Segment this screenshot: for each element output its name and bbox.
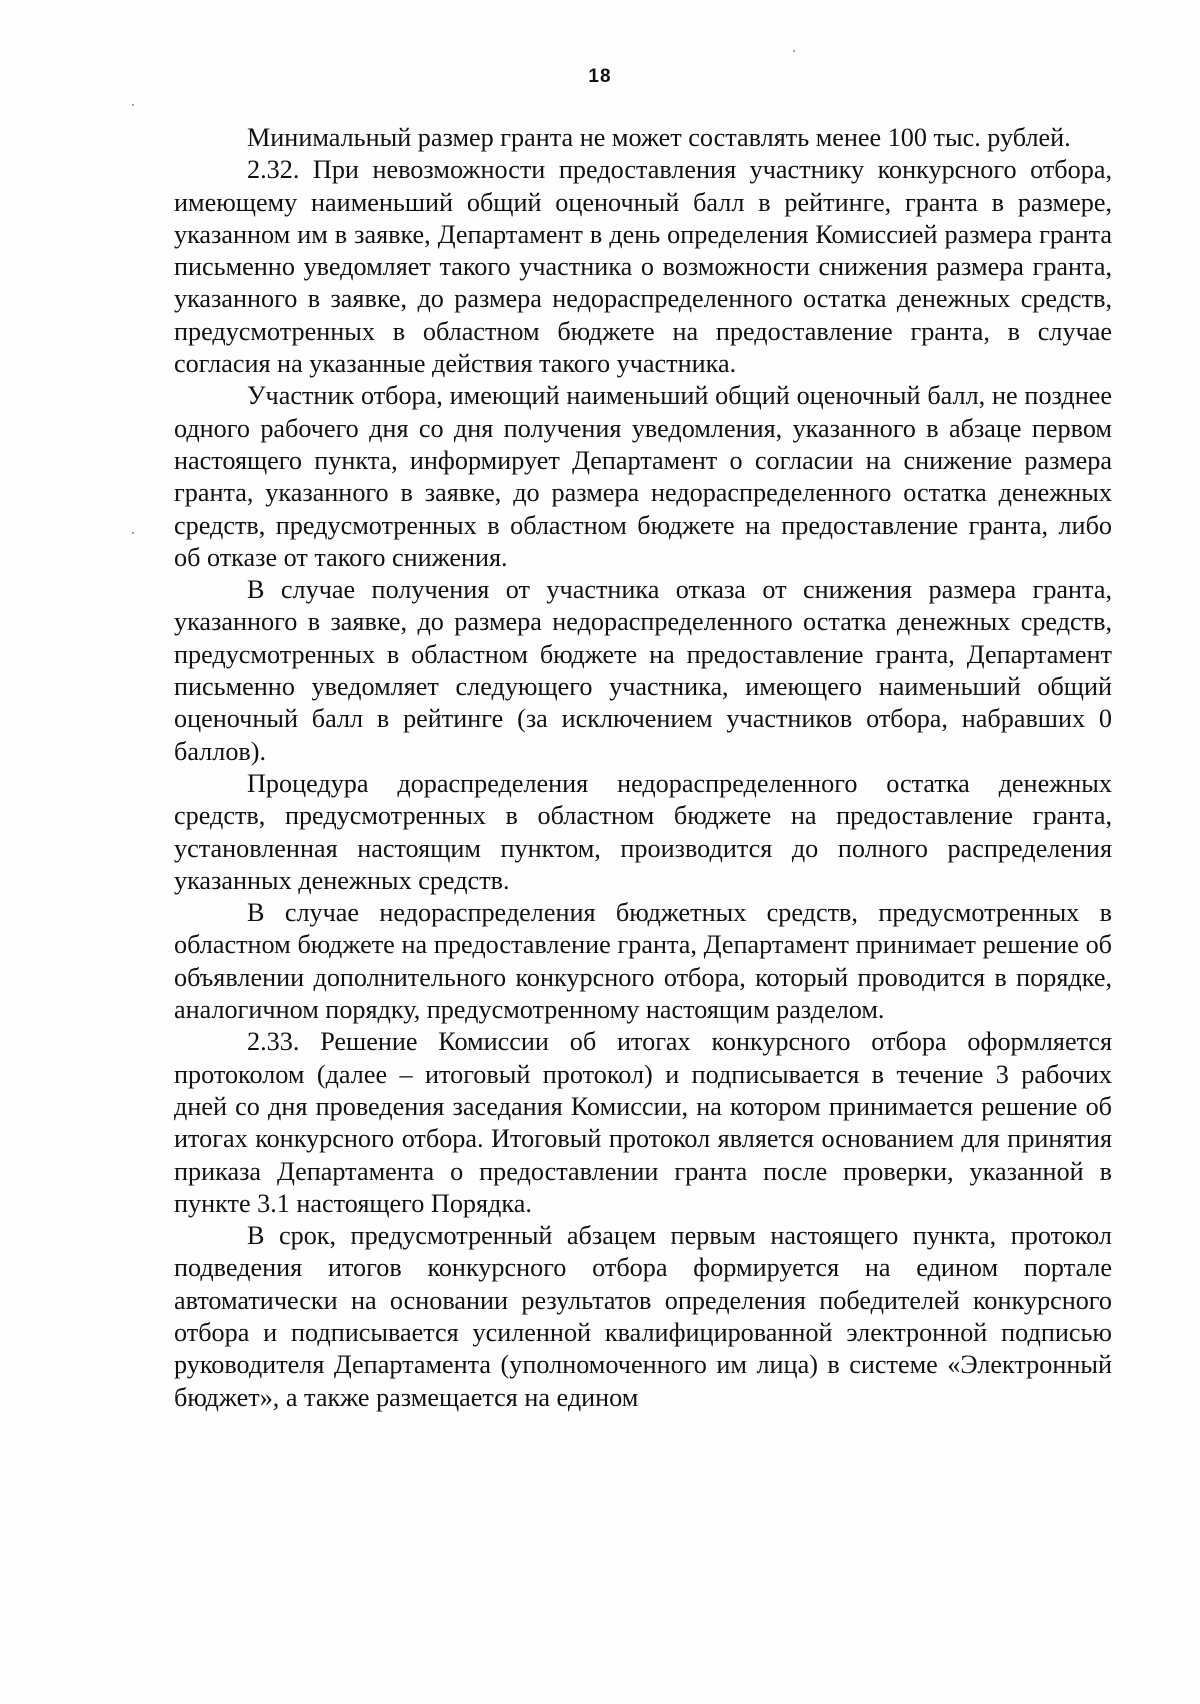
scan-artifact <box>793 50 795 52</box>
paragraph: Участник отбора, имеющий наименьший общий оценочный балл, не позднее одного рабочего дня со дня получения уведомления, указанного в абзаце первом настоящего пункта, информирует Департамент о согласии на снижение размера гранта, указанного в заявке, до размера недораспределенного остатка денежных средств, предусмотренных в областном бюджете на предоставление гранта, либо об отказе от такого снижения. <box>174 381 1112 572</box>
paragraph: 2.33. Решение Комиссии об итогах конкурсного отбора оформляется протоколом (далее – итоговый протокол) и подписывается в течение 3 рабочих дней со дня проведения заседания Комиссии, на котором принимается решение об итогах конкурсного отбора. Итоговый протокол является основанием для принятия приказа Департамента о предоставлении гранта после проверки, указанной в пункте 3.1 настоящего Порядка. <box>174 1027 1112 1218</box>
paragraph: В срок, предусмотренный абзацем первым настоящего пункта, протокол подведения итогов конкурсного отбора формируется на едином портале автоматически на основании результатов определения победителей конкурсного отбора и подписывается усиленной квалифицированной электронной подписью руководителя Департамента (уполномоченного им лица) в системе «Электронный бюджет», а также размещается на едином <box>174 1221 1112 1412</box>
scan-artifact <box>132 532 134 534</box>
paragraph: Процедура дораспределения недораспределенного остатка денежных средств, предусмотренных в областном бюджете на предоставление гранта, установленная настоящим пунктом, производится до полного распределения указанных денежных средств. <box>174 768 1112 895</box>
document-body <box>174 122 1112 1414</box>
page-number: 18 <box>588 66 612 87</box>
paragraph: Минимальный размер гранта не может составлять менее 100 тыс. рублей. <box>247 123 1071 152</box>
scan-artifact <box>132 104 134 106</box>
paragraph: В случае недораспределения бюджетных средств, предусмотренных в областном бюджете на предоставление гранта, Департамент принимает решение об объявлении дополнительного конкурсного отбора, который проводится в порядке, аналогичном порядку, предусмотренному настоящим разделом. <box>174 898 1112 1025</box>
paragraph: В случае получения от участника отказа от снижения размера гранта, указанного в заявке, до размера недораспределенного остатка денежных средств, предусмотренных в областном бюджете на предоставление гранта, Департамент письменно уведомляет следующего участника, имеющего наименьший общий оценочный балл в рейтинге (за исключением участников отбора, набравших 0 баллов). <box>174 575 1112 766</box>
paragraph: 2.32. При невозможности предоставления участнику конкурсного отбора, имеющему наименьший общий оценочный балл в рейтинге, гранта в размере, указанном им в заявке, Департамент в день определения Комиссией размера гранта письменно уведомляет такого участника о возможности снижения размера гранта, указанного в заявке, до размера недораспределенного остатка денежных средств, предусмотренных в областном бюджете на предоставление гранта, в случае согласия на указанные действия такого участника. <box>174 155 1112 379</box>
